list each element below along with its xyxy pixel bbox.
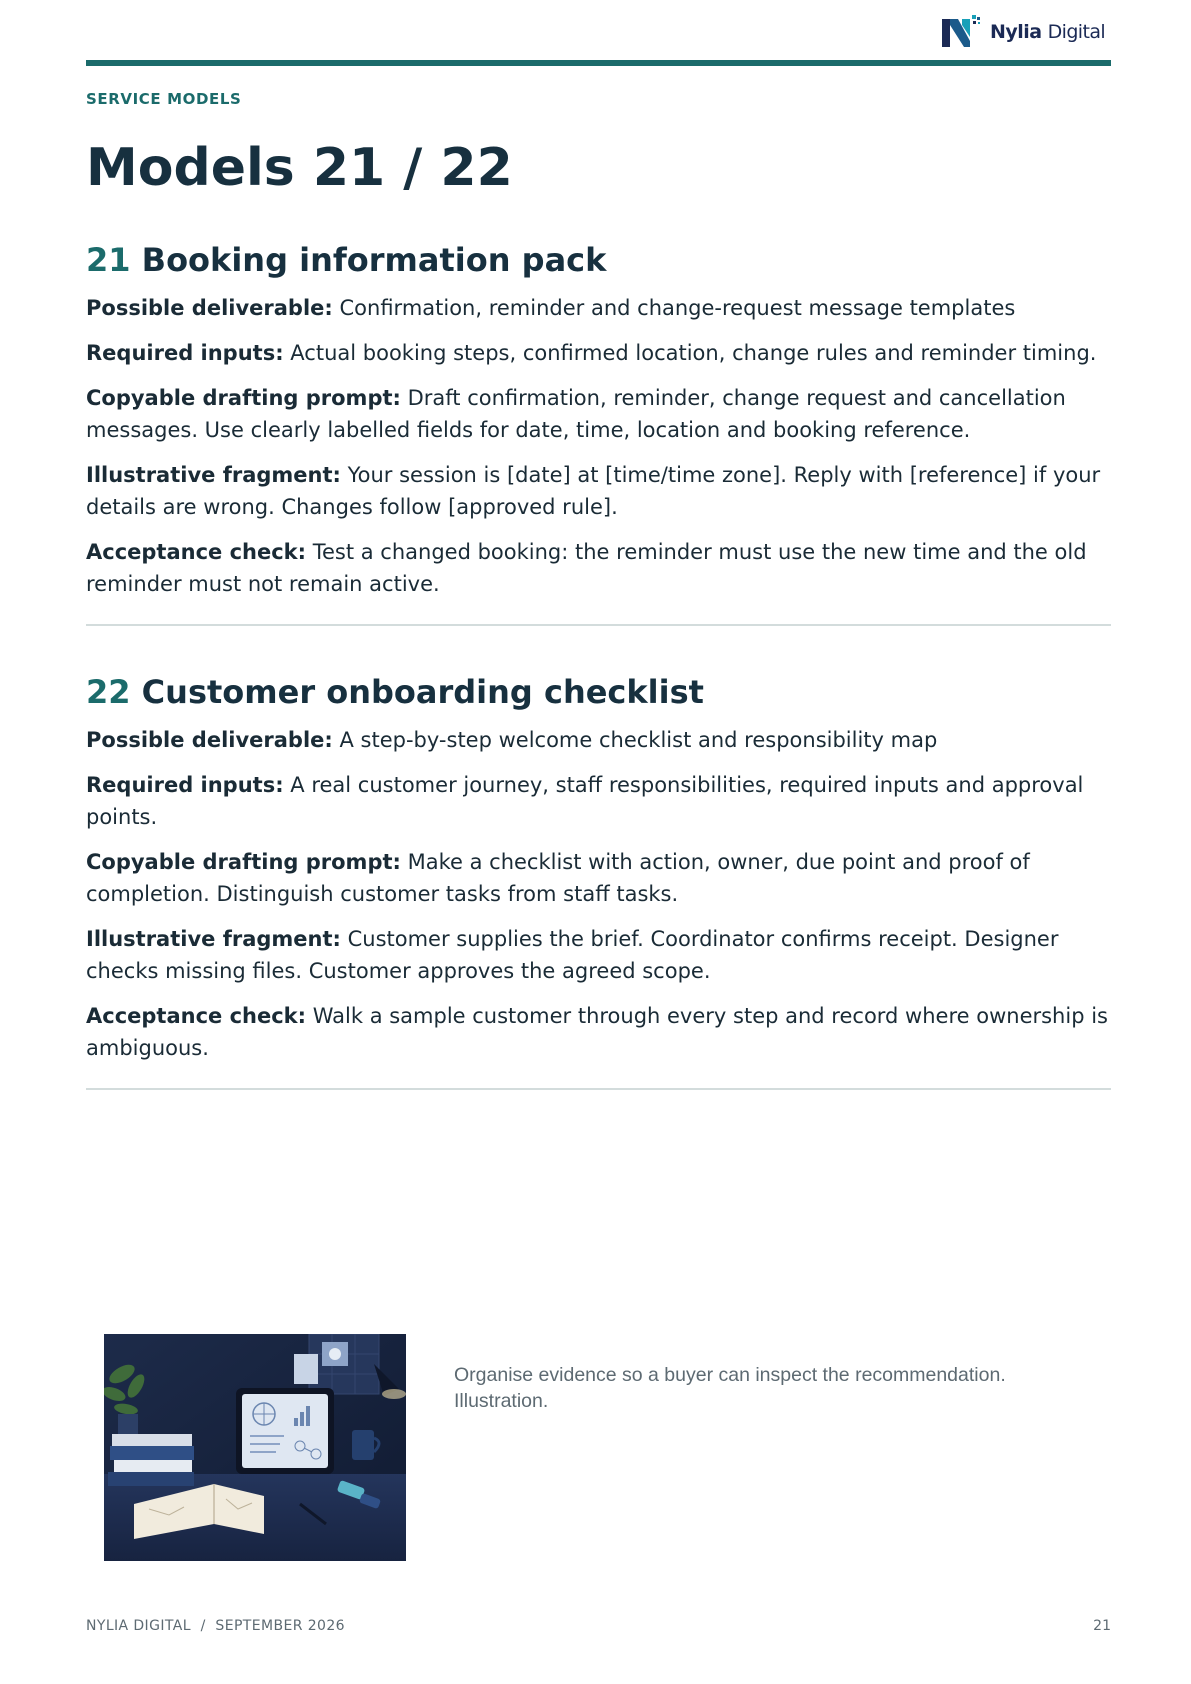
desk-illustration-icon [104,1334,406,1561]
section-divider [86,624,1111,626]
field-label: Possible deliverable: [86,728,333,752]
section-title: Customer onboarding checklist [141,673,704,711]
field-label: Required inputs: [86,773,284,797]
field-label: Acceptance check: [86,540,307,564]
field-label: Possible deliverable: [86,296,333,320]
field-label: Copyable drafting prompt: [86,850,401,874]
section-heading [86,672,1111,712]
field-text: A real customer journey, staff responsibilities, required inputs and approval points. [86,773,1084,829]
field-possible-deliverable [86,292,1111,324]
footer-text: NYLIA DIGITAL / SEPTEMBER 2026 [86,1618,345,1634]
field-required-inputs [86,337,1111,369]
field-text: Confirmation, reminder and change-request message templates [339,296,1016,320]
section-divider [86,1088,1111,1090]
field-text: Make a checklist with action, owner, due point and proof of completion. Distinguish customer tasks from staff tasks. [86,850,1030,906]
field-label: Illustrative fragment: [86,463,341,487]
field-drafting-prompt [86,382,1111,446]
page-title: Models 21 / 22 [86,138,513,198]
figure-caption [454,1362,1094,1414]
field-text: A step-by-step welcome checklist and responsibility map [339,728,938,752]
page-number: 21 [1093,1618,1111,1634]
field-label: Required inputs: [86,341,284,365]
brand-suffix: Digital [1047,21,1106,43]
nylia-logo-icon [940,13,986,51]
section-number: 22 [86,673,131,711]
field-label: Illustrative fragment: [86,927,341,951]
brand-logo [940,12,1105,52]
field-illustrative-fragment [86,923,1111,987]
section-number: 21 [86,241,131,279]
field-text: Draft confirmation, reminder, change request and cancellation messages. Use clearly labelled fields for date, time, location and booking reference. [86,386,1066,442]
desk-illustration [104,1334,406,1561]
header-rule [86,60,1111,66]
field-acceptance-check [86,536,1111,600]
field-text: Walk a sample customer through every step and record where ownership is ambiguous. [86,1004,1108,1060]
section-heading [86,240,1111,280]
main-content [86,240,1111,1136]
caption-text: Organise evidence so a buyer can inspect the recommendation. [454,1364,1006,1386]
caption-note: Illustration. [454,1390,549,1412]
brand-name: Nylia [990,21,1042,43]
model-section-22 [86,672,1111,1064]
field-text: Actual booking steps, confirmed location, change rules and reminder timing. [290,341,1097,365]
field-acceptance-check [86,1000,1111,1064]
section-title: Booking information pack [141,241,607,279]
field-drafting-prompt [86,846,1111,910]
field-text: Your session is [date] at [time/time zone]. Reply with [reference] if your details are wrong. Changes follow [approved rule]. [86,463,1101,519]
field-text: Test a changed booking: the reminder must use the new time and the old reminder must not remain active. [86,540,1087,596]
field-text: Customer supplies the brief. Coordinator confirms receipt. Designer checks missing files. Customer approves the agreed scope. [86,927,1059,983]
field-label: Acceptance check: [86,1004,307,1028]
field-required-inputs [86,769,1111,833]
field-label: Copyable drafting prompt: [86,386,401,410]
footer-publisher [86,1618,345,1634]
section-kicker: SERVICE MODELS [86,90,242,108]
field-illustrative-fragment [86,459,1111,523]
model-section-21 [86,240,1111,600]
field-possible-deliverable [86,724,1111,756]
